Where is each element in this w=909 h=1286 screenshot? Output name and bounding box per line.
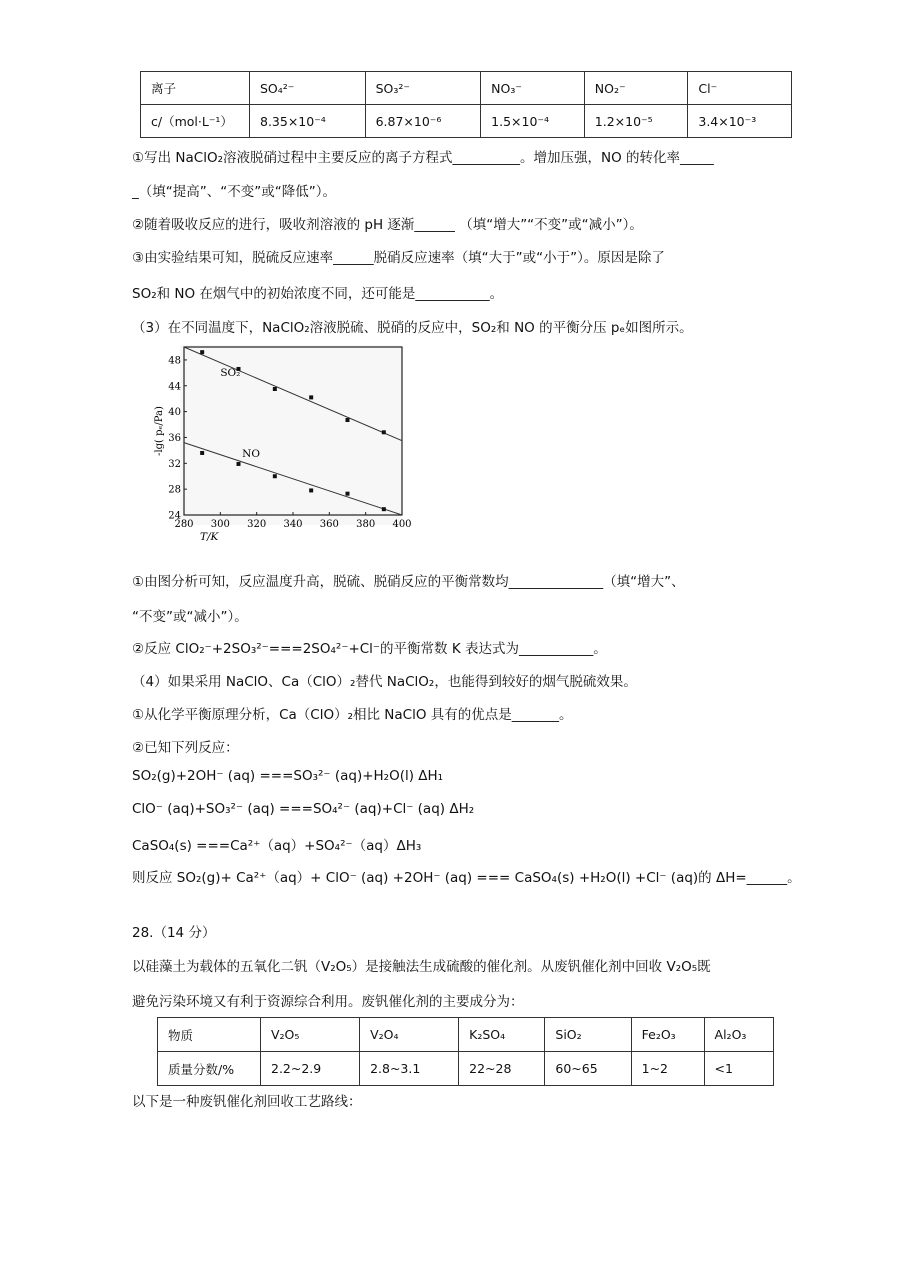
ion-concentration-table bbox=[140, 71, 792, 138]
equation-line: SO₂(g)+2OH⁻ (aq) ===SO₃²⁻ (aq)+H₂O(l) ΔH₁ bbox=[132, 768, 444, 784]
equation-line: 则反应 SO₂(g)+ Ca²⁺（aq）+ ClO⁻ (aq) +2OH⁻ (aq) === CaSO₄(s) +H₂O(l) +Cl⁻ (aq)的 ΔH=______。 bbox=[132, 870, 801, 886]
x-tick-label: 340 bbox=[283, 519, 303, 530]
table-cell: NO₂⁻ bbox=[584, 72, 688, 105]
equation-line: CaSO₄(s) ===Ca²⁺（aq）+SO₄²⁻（aq）ΔH₃ bbox=[132, 838, 422, 854]
text-line: _（填“提高”、“不变”或“降低”）。 bbox=[132, 184, 336, 200]
text-line: ①写出 NaClO₂溶液脱硝过程中主要反应的离子方程式__________。增加压强，NO 的转化率_____ bbox=[132, 150, 714, 166]
y-tick-label: 24 bbox=[168, 510, 181, 522]
x-tick-label: 280 bbox=[174, 519, 194, 530]
x-axis-label: T/K bbox=[200, 531, 219, 543]
table-cell: 60~65 bbox=[545, 1052, 631, 1086]
table-cell: Cl⁻ bbox=[688, 72, 792, 105]
table-cell: <1 bbox=[704, 1052, 773, 1086]
table-cell: 6.87×10⁻⁶ bbox=[365, 105, 481, 138]
y-tick-label: 36 bbox=[168, 432, 181, 444]
text-line: 以下是一种废钒催化剂回收工艺路线： bbox=[132, 1094, 362, 1110]
text-line: SO₂和 NO 在烟气中的初始浓度不同，还可能是___________。 bbox=[132, 286, 504, 302]
equilibrium-pressure-chart bbox=[154, 343, 412, 543]
data-point bbox=[200, 451, 204, 455]
data-point bbox=[309, 488, 313, 492]
data-point bbox=[237, 462, 241, 466]
x-tick-label: 380 bbox=[356, 519, 376, 530]
table-cell: SiO₂ bbox=[545, 1018, 631, 1052]
table-cell: 质量分数/% bbox=[158, 1052, 261, 1086]
table-cell: 22~28 bbox=[459, 1052, 545, 1086]
text-line: 以硅藻土为载体的五氧化二钒（V₂O₅）是接触法生成硫酸的催化剂。从废钒催化剂中回收 V₂O₅既 bbox=[132, 959, 711, 975]
text-line: ①从化学平衡原理分析，Ca（ClO）₂相比 NaClO 具有的优点是_______。 bbox=[132, 707, 573, 723]
data-point bbox=[273, 474, 277, 478]
table-cell: K₂SO₄ bbox=[459, 1018, 545, 1052]
table-cell: 2.8~3.1 bbox=[360, 1052, 459, 1086]
text-line: 避免污染环境又有利于资源综合利用。废钒催化剂的主要成分为： bbox=[132, 994, 524, 1010]
table-cell: c/（mol·L⁻¹） bbox=[141, 105, 250, 138]
data-point bbox=[382, 507, 386, 511]
table-row bbox=[158, 1052, 774, 1086]
table-cell: NO₃⁻ bbox=[481, 72, 585, 105]
y-tick-label: 40 bbox=[168, 407, 181, 419]
series-label: NO bbox=[242, 447, 260, 460]
table-cell: Al₂O₃ bbox=[704, 1018, 773, 1052]
table-cell: 2.2~2.9 bbox=[261, 1052, 360, 1086]
table-cell: 物质 bbox=[158, 1018, 261, 1052]
table-cell: 1.2×10⁻⁵ bbox=[584, 105, 688, 138]
text-line: “不变”或“减小”）。 bbox=[132, 609, 248, 625]
text-line: ③由实验结果可知，脱硫反应速率______脱硝反应速率（填“大于”或“小于”）。原因是除了 bbox=[132, 250, 665, 266]
table-cell: Fe₂O₃ bbox=[631, 1018, 704, 1052]
table-row bbox=[158, 1018, 774, 1052]
series-label: SO₂ bbox=[220, 367, 241, 380]
text-line: （3）在不同温度下，NaClO₂溶液脱硫、脱硝的反应中，SO₂和 NO 的平衡分压 pₑ如图所示。 bbox=[132, 320, 693, 336]
x-tick-label: 320 bbox=[247, 519, 267, 530]
catalyst-composition-table bbox=[157, 1017, 774, 1086]
data-point bbox=[346, 492, 350, 496]
data-point bbox=[346, 418, 350, 422]
table-cell: 8.35×10⁻⁴ bbox=[250, 105, 366, 138]
text-line: ①由图分析可知，反应温度升高，脱硫、脱硝反应的平衡常数均______________（填“增大”、 bbox=[132, 574, 685, 590]
x-tick-label: 300 bbox=[210, 519, 230, 530]
table-row bbox=[141, 72, 792, 105]
x-tick-label: 360 bbox=[319, 519, 339, 530]
table-cell: 3.4×10⁻³ bbox=[688, 105, 792, 138]
x-tick-label: 400 bbox=[392, 519, 412, 530]
y-tick-label: 32 bbox=[168, 458, 181, 470]
question-number: 28.（14 分） bbox=[132, 925, 216, 941]
text-line: ②反应 ClO₂⁻+2SO₃²⁻===2SO₄²⁻+Cl⁻的平衡常数 K 表达式为___________。 bbox=[132, 641, 607, 657]
y-tick-label: 48 bbox=[168, 355, 181, 367]
y-tick-label: 28 bbox=[168, 484, 181, 496]
equation-line: ClO⁻ (aq)+SO₃²⁻ (aq) ===SO₄²⁻ (aq)+Cl⁻ (aq) ΔH₂ bbox=[132, 801, 475, 817]
data-point bbox=[200, 350, 204, 354]
text-line: ②随着吸收反应的进行，吸收剂溶液的 pH 逐渐______ （填“增大”“不变”或“减小”）。 bbox=[132, 217, 643, 233]
table-cell: V₂O₄ bbox=[360, 1018, 459, 1052]
table-cell: V₂O₅ bbox=[261, 1018, 360, 1052]
data-point bbox=[273, 387, 277, 391]
table-cell: SO₃²⁻ bbox=[365, 72, 481, 105]
table-row bbox=[141, 105, 792, 138]
table-cell: 1.5×10⁻⁴ bbox=[481, 105, 585, 138]
data-point bbox=[382, 430, 386, 434]
table-cell: 1~2 bbox=[631, 1052, 704, 1086]
text-line: ②已知下列反应： bbox=[132, 740, 239, 756]
text-line: （4）如果采用 NaClO、Ca（ClO）₂替代 NaClO₂，也能得到较好的烟气脱硫效果。 bbox=[132, 674, 637, 690]
y-tick-label: 44 bbox=[168, 381, 181, 393]
data-point bbox=[309, 395, 313, 399]
table-cell: 离子 bbox=[141, 72, 250, 105]
y-axis-label: -lg( pₑ/Pa) bbox=[154, 406, 165, 456]
table-cell: SO₄²⁻ bbox=[250, 72, 366, 105]
